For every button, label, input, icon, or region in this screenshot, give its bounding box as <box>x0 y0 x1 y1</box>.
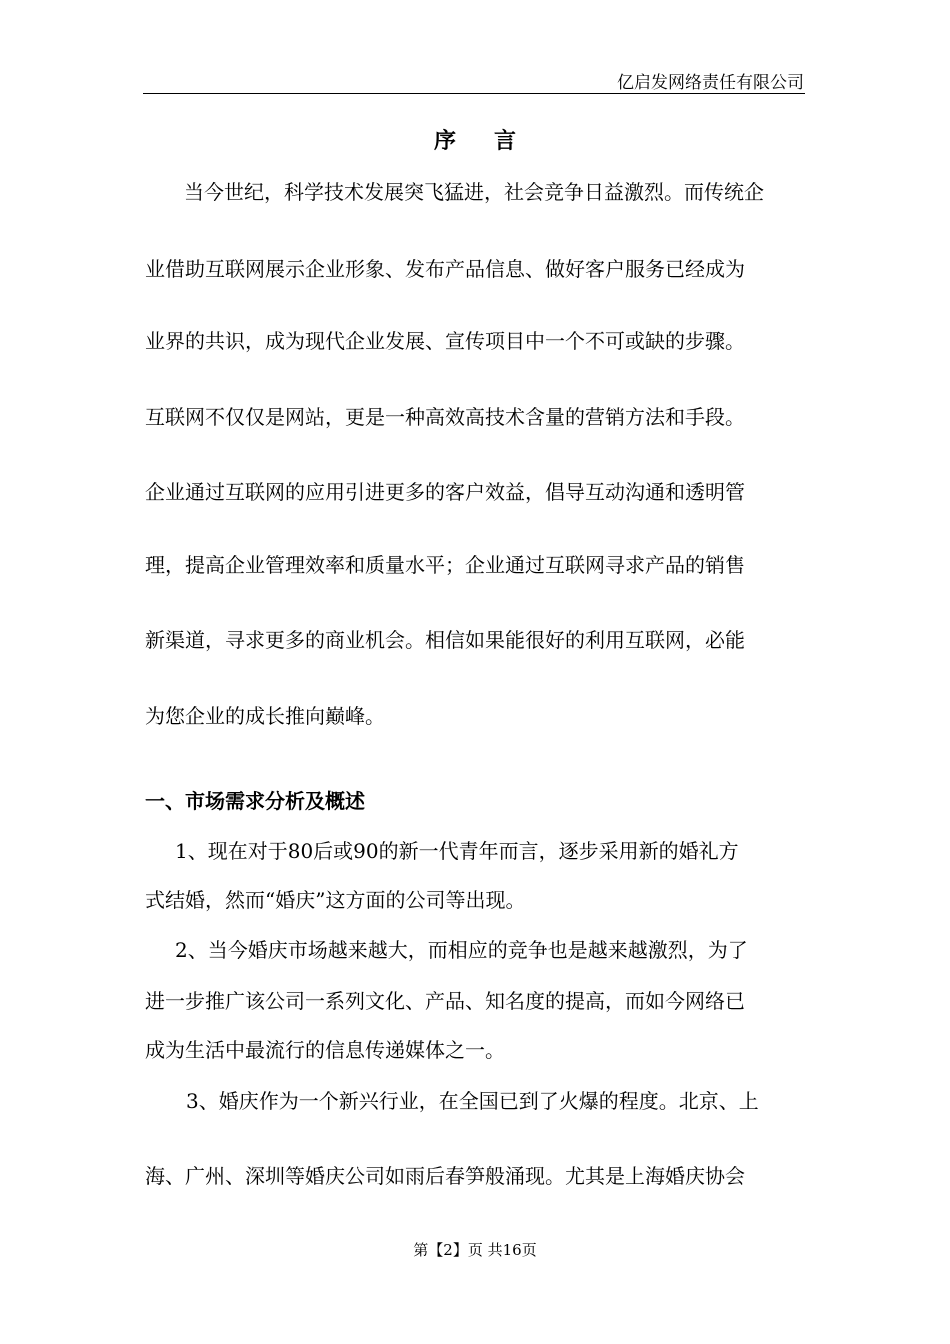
preface-line: 当今世纪，科学技术发展突飞猛进，社会竞争日益激烈。而传统企 <box>184 180 764 204</box>
header-company-name: 亿启发网络责任有限公司 <box>617 73 804 93</box>
preface-line: 业界的共识，成为现代企业发展、宣传项目中一个不可或缺的步骤。 <box>145 329 745 353</box>
section-line: 2、当今婚庆市场越来越大，而相应的竞争也是越来越激烈，为了 <box>175 938 748 962</box>
page-title: 序言 <box>433 129 554 154</box>
section-line: 式结婚，然而“婚庆”这方面的公司等出现。 <box>145 888 526 912</box>
preface-line: 新渠道，寻求更多的商业机会。相信如果能很好的利用互联网，必能 <box>145 628 745 652</box>
section-line: 进一步推广该公司一系列文化、产品、知名度的提高，而如今网络已 <box>145 989 745 1013</box>
section-line: 成为生活中最流行的信息传递媒体之一。 <box>145 1038 505 1062</box>
preface-line: 互联网不仅仅是网站，更是一种高效高技术含量的营销方法和手段。 <box>145 405 745 429</box>
preface-line: 为您企业的成长推向巅峰。 <box>145 704 385 728</box>
page-number-footer: 第【2】页 共16页 <box>413 1241 537 1259</box>
preface-line: 业借助互联网展示企业形象、发布产品信息、做好客户服务已经成为 <box>145 257 745 281</box>
section-line: 3、婚庆作为一个新兴行业，在全国已到了火爆的程度。北京、上 <box>186 1089 759 1113</box>
header-rule <box>143 93 805 94</box>
section-line: 海、广州、深圳等婚庆公司如雨后春笋般涌现。尤其是上海婚庆协会 <box>145 1164 745 1188</box>
preface-line: 理，提高企业管理效率和质量水平；企业通过互联网寻求产品的销售 <box>145 553 745 577</box>
preface-line: 企业通过互联网的应用引进更多的客户效益，倡导互动沟通和透明管 <box>145 480 745 504</box>
section-heading: 一、市场需求分析及概述 <box>145 789 365 813</box>
section-line: 1、现在对于80后或90的新一代青年而言，逐步采用新的婚礼方 <box>175 839 739 863</box>
